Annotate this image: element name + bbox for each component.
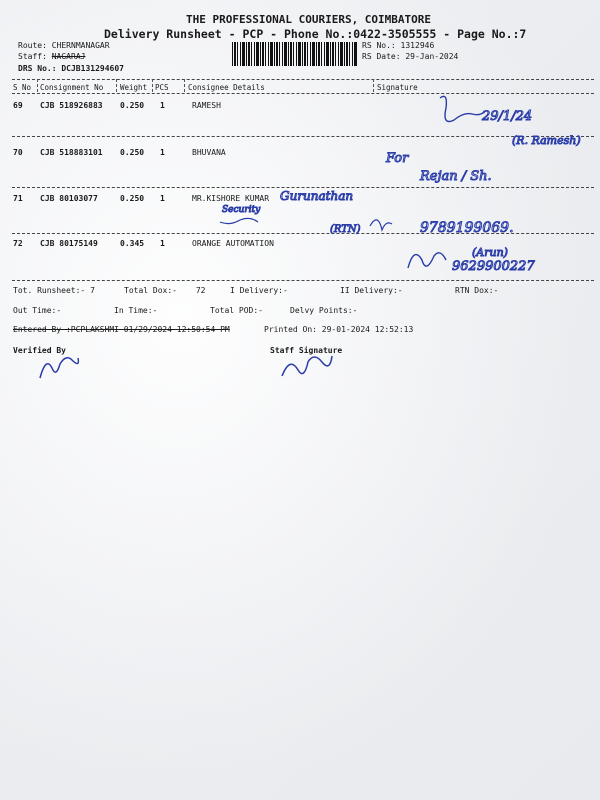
row-consignee: RAMESH (192, 101, 221, 110)
total-runsheet: Tot. Runsheet:- 7 (13, 286, 95, 295)
row-consignee: MR.KISHORE KUMAR (192, 194, 270, 203)
staff-label: Staff: (18, 52, 47, 61)
drs-label: DRS No.: (18, 64, 57, 73)
row-consignment: CJB 80103077 (40, 194, 98, 203)
row-consignee: ORANGE AUTOMATION (192, 239, 274, 248)
row-sno: 69 (13, 101, 23, 110)
row-pcs: 1 (160, 101, 165, 110)
hw-row71-sub: Security (222, 205, 261, 215)
hw-row70-name: Rejan / Sh. (420, 169, 492, 184)
col-sno: S No (13, 83, 32, 92)
col-pcs: PCS (155, 83, 169, 92)
row-pcs: 1 (160, 239, 165, 248)
row-consignee: BHUVANA (192, 148, 226, 157)
verified-by-label: Verified By (13, 346, 66, 355)
row-sno: 72 (13, 239, 23, 248)
company-title: THE PROFESSIONAL COURIERS, COIMBATORE (186, 13, 432, 26)
signature-scribble-row72 (408, 253, 446, 268)
hw-row69-date: 29/1/24 (482, 109, 533, 124)
hw-row70-for: For (386, 151, 409, 166)
printed-on: Printed On: 29-01-2024 12:52:13 (264, 325, 414, 334)
total-dox-value: 72 (195, 286, 206, 295)
rs-date-value: 29-Jan-2024 (405, 52, 459, 61)
total-pod: Total POD:- (210, 306, 263, 315)
i-delivery: I Delivery:- (230, 286, 288, 295)
staff-signature-label: Staff Signature (270, 346, 343, 355)
rtn-dox: RTN Dox:- (455, 286, 499, 295)
col-consignment: Consignment No (40, 83, 104, 92)
verified-by-signature (40, 358, 78, 378)
row-consignment: CJB 80175149 (40, 239, 98, 248)
rs-no-value: 1312946 (400, 41, 435, 50)
row-consignment: CJB 518926883 (40, 101, 103, 110)
staff-value: NAGARAJ (51, 52, 86, 61)
col-signature: Signature (377, 83, 418, 92)
row-consignment: CJB 518883101 (40, 148, 103, 157)
row-sno: 71 (13, 194, 23, 203)
delvy-points: Delvy Points:- (290, 306, 358, 315)
in-time: In Time:- (114, 306, 158, 315)
row-weight: 0.345 (120, 239, 145, 248)
hw-row71-name: Gurunathan (280, 189, 354, 203)
col-consignee: Consignee Details (188, 83, 265, 92)
row-weight: 0.250 (120, 101, 145, 110)
drs-value: DCJB131294607 (61, 64, 124, 73)
rs-no-label: RS No.: (362, 41, 396, 50)
row-pcs: 1 (160, 194, 165, 203)
staff-signature-mark (282, 356, 332, 376)
rs-date-label: RS Date: (362, 52, 401, 61)
hw-row72-name: (Arun) (472, 246, 508, 259)
hw-row71-rtn: (RTN) (330, 224, 361, 235)
ii-delivery: II Delivery:- (340, 286, 403, 295)
hw-row71-stroke (220, 218, 258, 223)
signature-scribble-row69 (440, 96, 484, 121)
total-dox-label: Total Dox:- (124, 286, 177, 295)
route-label: Route: (18, 41, 47, 50)
out-time: Out Time:- (13, 306, 62, 315)
row-pcs: 1 (160, 148, 165, 157)
row-sno: 70 (13, 148, 23, 157)
entered-by: Entered By :PCPLAKSHMI 01/29/2024 12:50:54 PM (13, 325, 230, 334)
col-weight: Weight (120, 83, 148, 92)
hw-row72-phone: 9629900227 (452, 259, 535, 274)
runsheet-subtitle: Delivery Runsheet - PCP - Phone No.:0422-3505555 - Page No.:7 (104, 27, 527, 41)
route-value: CHERNMANAGAR (51, 41, 110, 50)
hw-row69-name: (R. Ramesh) (512, 134, 581, 147)
hw-row71-mark (370, 220, 392, 230)
row-weight: 0.250 (120, 194, 145, 203)
hw-row71-phone: 9789199069. (420, 220, 514, 236)
row-weight: 0.250 (120, 148, 145, 157)
